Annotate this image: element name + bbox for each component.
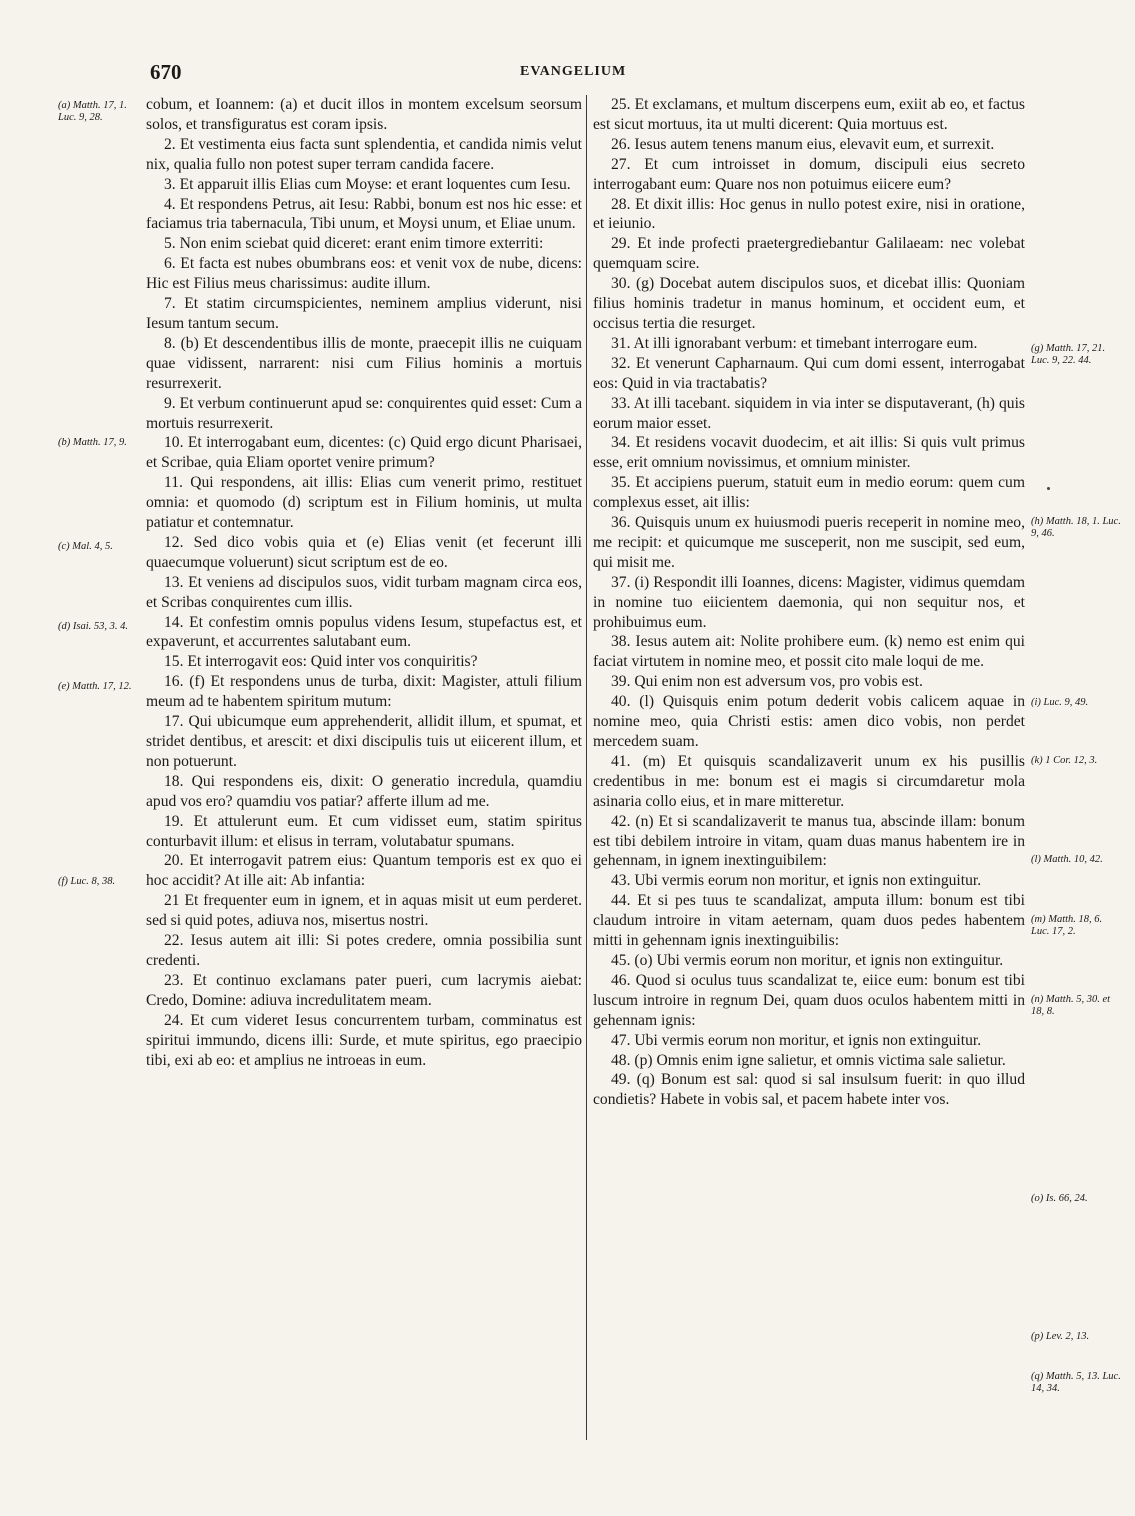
verse: 45. (o) Ubi vermis eorum non moritur, et ignis non extinguitur. xyxy=(611,951,1004,969)
verse: 19. Et attulerunt eum. Et cum vidisset eum, statim spiritus conturbavit illum: et elisus in terram, volutabatur spumans. xyxy=(146,812,582,850)
verse: 13. Et veniens ad discipulos suos, vidit turbam magnam circa eos, et Scribas conquirentes cum illis. xyxy=(146,573,582,611)
verse: 44. Et si pes tuus te scandalizat, amputa illum: bonum est tibi claudum introire in vitam aeternam, quam duos pedes habentem mitti in gehennam ignis inextinguibilis: xyxy=(593,892,1025,950)
verse: 40. (l) Quisquis enim potum dederit vobis calicem aquae in nomine meo, quia Christi estis: amen dico vobis, non perdet mercedem suam. xyxy=(593,693,1025,750)
margin-note: (b) Matth. 17, 9. xyxy=(58,437,127,448)
verse: 39. Qui enim non est adversum vos, pro vobis est. xyxy=(611,673,923,691)
verse: 46. Quod si oculus tuus scandalizat te, eiice eum: bonum est tibi luscum introire in regnum Dei, quam duos oculos habentem mitti in gehennam ignis: xyxy=(593,971,1025,1029)
margin-note: (d) Isai. 53, 3. 4. xyxy=(58,621,128,632)
verse: 8. (b) Et descendentibus illis de monte, praecepit illis ne cuiquam quae vidissent, narrarent: nisi cum Filius hominis a mortuis resurrexerit. xyxy=(146,334,582,392)
verse: 36. Quisquis unum ex huiusmodi pueris receperit in nomine meo, me recipit: et quicumque me susceperit, non me suscipit, sed eum, qui misit me. xyxy=(593,514,1025,571)
verse: 49. (q) Bonum est sal: quod si sal insulsum fuerit: in quo illud condietis? Habete in vobis sal, et pacem habete inter vos. xyxy=(593,1071,1025,1109)
verse: 7. Et statim circumspicientes, neminem amplius viderunt, nisi Iesum tantum secum. xyxy=(146,295,582,332)
verse: 32. Et venerunt Capharnaum. Qui cum domi essent, interrogabat eos: Quid in via tractabatis? xyxy=(593,354,1025,392)
verse: 26. Iesus autem tenens manum eius, elevavit eum, et surrexit. xyxy=(611,135,995,153)
verse: 10. Et interrogabant eum, dicentes: (c) Quid ergo dicunt Pharisaei, et Scribae, quia Eliam oportet venire primum? xyxy=(146,434,582,472)
running-head: EVANGELIUM xyxy=(520,64,627,79)
verse: 6. Et facta est nubes obumbrans eos: et venit vox de nube, dicens: Hic est Filius meus charissimus: audite illum. xyxy=(146,255,582,293)
margin-note: (c) Mal. 4, 5. xyxy=(58,541,113,552)
margin-note: (l) Matth. 10, 42. xyxy=(1031,854,1103,865)
verse: 48. (p) Omnis enim igne salietur, et omnis victima sale salietur. xyxy=(611,1051,1006,1069)
margin-note: (m) Matth. 18, 6. Luc. 17, 2. xyxy=(1031,914,1103,937)
verse: 2. Et vestimenta eius facta sunt splendentia, et candida nimis velut nix, qualia fullo non potest super terram candida facere. xyxy=(146,135,582,173)
verse: 30. (g) Docebat autem discipulos suos, et dicebat illis: Quoniam filius hominis tradetur in manus hominum, et occident eum, et occisus tertia die resurget. xyxy=(593,275,1025,332)
verse: 18. Qui respondens eis, dixit: O generatio incredula, quamdiu apud vos ero? quamdiu vos patiar? afferte illum ad me. xyxy=(146,772,582,810)
verse: 3. Et apparuit illis Elias cum Moyse: et erant loquentes cum Iesu. xyxy=(164,175,571,193)
verse: 12. Sed dico vobis quia et (e) Elias venit (et fecerunt illi quaecumque voluerunt) sicut scriptum est de eo. xyxy=(146,533,582,571)
verse: 34. Et residens vocavit duodecim, et ait illis: Si quis vult primus esse, erit omnium novissimus, et omnium minister. xyxy=(593,434,1025,472)
column-divider xyxy=(586,95,587,1440)
margin-note: (n) Matth. 5, 30. et 18, 8. xyxy=(1031,994,1111,1017)
verse: 31. At illi ignorabant verbum: et timebant interrogare eum. xyxy=(611,334,978,352)
verse: 20. Et interrogavit patrem eius: Quantum temporis est ex quo ei hoc accidit? At ille ait: Ab infantia: xyxy=(146,852,582,890)
margin-note: (i) Luc. 9, 49. xyxy=(1031,697,1089,708)
verse: 25. Et exclamans, et multum discerpens eum, exiit ab eo, et factus est sicut mortuus, ita ut multi dicerent: Quia mortuus est. xyxy=(593,96,1025,133)
margin-note: (k) 1 Cor. 12, 3. xyxy=(1031,755,1098,766)
verse: 47. Ubi vermis eorum non moritur, et ignis non extinguitur. xyxy=(611,1031,982,1049)
margin-note: (o) Is. 66, 24. xyxy=(1031,1193,1088,1204)
verse: cobum, et Ioannem: (a) et ducit illos in montem excelsum seorsum solos, et transfiguratus est coram ipsis. xyxy=(146,96,582,133)
margin-note: (h) Matth. 18, 1. Luc. 9, 46. xyxy=(1031,516,1121,539)
right-text-column xyxy=(593,95,1025,1110)
ink-speck xyxy=(1047,487,1050,490)
verse: 38. Iesus autem ait: Nolite prohibere eum. (k) nemo est enim qui faciat virtutem in nomine meo, et possit cito male loqui de me. xyxy=(593,633,1025,671)
verse: 23. Et continuo exclamans pater pueri, cum lacrymis aiebat: Credo, Domine: adiuva incredulitatem meam. xyxy=(146,971,582,1009)
margin-note: (f) Luc. 8, 38. xyxy=(58,876,116,887)
verse: 24. Et cum videret Iesus concurrentem turbam, comminatus est spiritui immundo, dicens illi: Surde, et mute spiritus, ego praecipio tibi, exi ab eo: et amplius ne introeas in eum. xyxy=(146,1011,582,1069)
margin-note: (g) Matth. 17, 21. Luc. 9, 22. 44. xyxy=(1031,343,1106,366)
page-header xyxy=(0,60,1135,90)
verse: 35. Et accipiens puerum, statuit eum in medio eorum: quem cum complexus esset, ait illis: xyxy=(593,474,1025,512)
verse: 14. Et confestim omnis populus videns Iesum, stupefactus est, et expaverunt, et accurrentes salutabant eum. xyxy=(146,613,582,651)
verse: 17. Qui ubicumque eum apprehenderit, allidit illum, et spumat, et stridet dentibus, et arescit: et dixi discipulis tuis ut eiicerent illum, et non potuerunt. xyxy=(146,713,582,770)
verse: 28. Et dixit illis: Hoc genus in nullo potest exire, nisi in oratione, et ieiunio. xyxy=(593,195,1025,233)
verse: 33. At illi tacebant. siquidem in via inter se disputaverant, (h) quis eorum maior esset. xyxy=(593,394,1025,432)
left-text-column xyxy=(146,95,582,1070)
margin-note: (e) Matth. 17, 12. xyxy=(58,681,132,692)
verse: 27. Et cum introisset in domum, discipuli eius secreto interrogabant eum: Quare nos non potuimus eiicere eum? xyxy=(593,155,1025,193)
verse: 22. Iesus autem ait illi: Si potes credere, omnia possibilia sunt credenti. xyxy=(146,932,582,969)
verse: 11. Qui respondens, ait illis: Elias cum venerit primo, restituet omnia: et quomodo (d) scriptum est in Filium hominis, ut multa patiatur et contemnatur. xyxy=(146,474,582,532)
verse: 21 Et frequenter eum in ignem, et in aquas misit ut eum perderet. sed si quid potes, adiuva nos, misertus nostri. xyxy=(146,892,582,930)
margin-note: (p) Lev. 2, 13. xyxy=(1031,1331,1090,1342)
verse: 4. Et respondens Petrus, ait Iesu: Rabbi, bonum est nos hic esse: et faciamus tria tabernacula, Tibi unum, et Moysi unum, et Eliae unum. xyxy=(146,195,582,233)
verse: 5. Non enim sciebat quid diceret: erant enim timore exterriti: xyxy=(164,235,544,253)
verse: 15. Et interrogavit eos: Quid inter vos conquiritis? xyxy=(164,653,478,671)
verse: 37. (i) Respondit illi Ioannes, dicens: Magister, vidimus quemdam in nomine tuo eiicientem daemonia, qui non sequitur nos, et prohibuimus eum. xyxy=(593,573,1025,631)
verse: 29. Et inde profecti praetergrediebantur Galilaeam: nec volebat quemquam scire. xyxy=(593,235,1025,273)
verse: 42. (n) Et si scandalizaverit te manus tua, abscinde illam: bonum est tibi debilem introire in vitam, quam duas manus habentem ire in gehennam, in ignem inextinguibilem: xyxy=(593,812,1025,870)
page-number: 670 xyxy=(150,60,182,84)
verse: 16. (f) Et respondens unus de turba, dixit: Magister, attuli filium meum ad te habentem spiritum mutum: xyxy=(146,673,582,711)
verse: 41. (m) Et quisquis scandalizaverit unum ex his pusillis credentibus in me: bonum est ei magis si circumdaretur mola asinaria collo eius, et in mare mitteretur. xyxy=(593,752,1025,810)
verse: 43. Ubi vermis eorum non moritur, et ignis non extinguitur. xyxy=(611,872,982,890)
margin-note: (a) Matth. 17, 1. Luc. 9, 28. xyxy=(58,100,127,123)
margin-note: (q) Matth. 5, 13. Luc. 14, 34. xyxy=(1031,1371,1121,1394)
verse: 9. Et verbum continuerunt apud se: conquirentes quid esset: Cum a mortuis resurrexerit. xyxy=(146,394,582,432)
